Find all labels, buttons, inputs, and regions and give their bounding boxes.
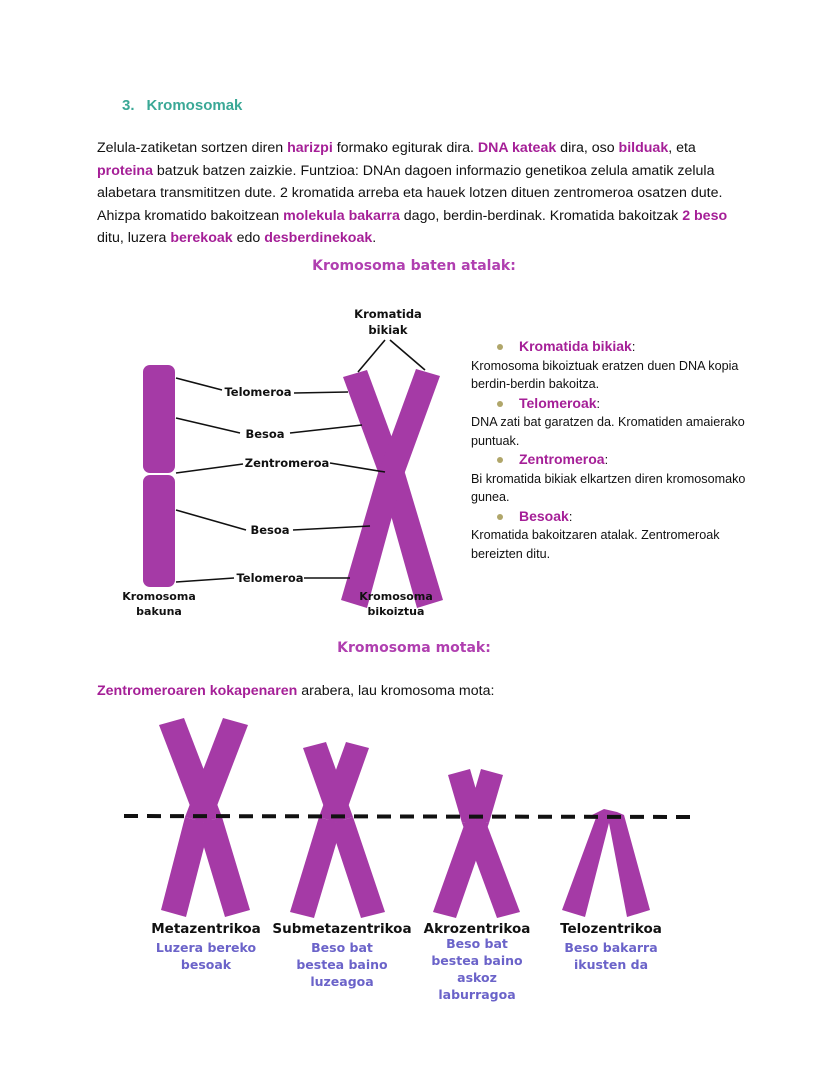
paragraph-text: formako egiturak dira. — [332, 140, 478, 156]
definitions-list — [471, 337, 751, 563]
type-description: bestea baino — [431, 953, 523, 968]
paragraph-text: , eta — [668, 140, 696, 156]
label-arm-top: Besoa — [245, 427, 285, 441]
highlighted-term: molekula bakarra — [283, 207, 400, 224]
highlighted-term: 2 beso — [682, 207, 728, 224]
intro-highlight: Zentromeroaren kokapenaren — [97, 683, 298, 699]
paragraph-text: dira, oso — [556, 140, 619, 156]
label-simple-1: Kromosoma — [122, 590, 196, 603]
definition-term: Kromatida bikiak: — [471, 337, 751, 357]
type-description: Beso bakarra — [564, 940, 658, 955]
highlighted-term: desberdinekoak — [264, 230, 373, 247]
type-description: askoz — [457, 970, 497, 985]
definition-term: Telomeroak: — [471, 394, 751, 414]
heading-title: Kromosomak — [146, 97, 243, 114]
types-title: Kromosoma motak: — [337, 640, 491, 656]
type-description: Luzera bereko — [155, 940, 257, 955]
simple-chromosome-top-arm — [143, 365, 175, 473]
types-intro — [97, 683, 494, 699]
label-centromere: Zentromeroa — [244, 456, 330, 470]
type-description: Beso bat — [311, 940, 373, 955]
chromosome-types-diagram — [0, 705, 828, 1015]
type-name: Telozentrikoa — [560, 921, 662, 937]
bullet-icon — [497, 344, 503, 350]
simple-chromosome-bottom-arm — [143, 475, 175, 587]
paragraph-text: batzuk batzen zaizkie. Funtzioa: DNAn dagoen informazio genetikoa zelula amatik zelula alabetara transmititzen dute. 2 kromatida arreba eta hauek lotzen dituen zentromeroa osatzen dute. Ahizpa kromatido bakoitzean — [97, 162, 723, 224]
highlighted-term: proteina — [97, 162, 153, 179]
type-labels — [151, 921, 662, 1002]
paragraph-text: . — [372, 230, 377, 247]
submetacentric-chromosome — [290, 742, 385, 918]
type-description: laburragoa — [438, 987, 516, 1002]
label-telomere-bottom: Telomeroa — [236, 571, 304, 585]
label-sister-chromatids-1: Kromatida — [354, 307, 422, 321]
label-duplicated-2: bikoiztua — [367, 605, 425, 618]
type-description: luzeagoa — [310, 974, 374, 989]
highlighted-term: harizpi — [287, 140, 333, 156]
term-label: Besoak — [519, 507, 569, 524]
bullet-icon — [497, 401, 503, 407]
paragraph-text: Zelula-zatiketan sortzen diren — [97, 140, 288, 156]
label-duplicated-1: Kromosoma — [359, 590, 433, 603]
paragraph-text: dago, berdin-berdinak. Kromatida bakoitzak — [399, 207, 683, 224]
type-description: besoak — [180, 957, 232, 972]
term-label: Zentromeroa — [519, 451, 605, 467]
bullet-icon — [497, 457, 503, 463]
paragraph-text: edo — [232, 230, 265, 247]
definition-term: Besoak: — [471, 507, 751, 527]
definition-desc: Kromosoma bikoiztuak eratzen duen DNA kopia berdin-berdin bakoitza. — [471, 358, 739, 391]
intro-rest: arabera, lau kromosoma mota: — [297, 683, 495, 699]
section-heading — [122, 97, 242, 114]
highlighted-term: DNA kateak — [477, 140, 557, 156]
label-arm-bottom: Besoa — [250, 523, 290, 537]
duplicated-chromosome — [341, 369, 443, 608]
type-description: Beso bat — [446, 936, 508, 951]
definition-desc: DNA zati bat garatzen da. Kromatiden amaierako puntuak. — [471, 415, 745, 448]
type-name: Metazentrikoa — [151, 921, 261, 937]
type-name: Akrozentrikoa — [423, 921, 531, 937]
telocentric-chromosome — [562, 809, 650, 917]
definition-desc: Bi kromatida bikiak elkartzen diren kromosomako gunea. — [471, 471, 746, 504]
bullet-icon — [497, 514, 503, 520]
intro-paragraph — [97, 137, 747, 250]
chromosome-parts-diagram — [0, 290, 470, 630]
parts-title: Kromosoma baten atalak: — [312, 258, 516, 274]
acrocentric-chromosome — [433, 769, 520, 918]
type-name: Submetazentrikoa — [272, 921, 412, 937]
label-telomere-top: Telomeroa — [224, 385, 292, 399]
label-sister-chromatids-2: bikiak — [368, 323, 408, 337]
term-label: Kromatida bikiak — [519, 338, 632, 354]
definition-term: Zentromeroa: — [471, 450, 751, 470]
highlighted-term: bilduak — [618, 140, 669, 156]
term-label: Telomeroak — [519, 394, 597, 411]
paragraph-text: ditu, luzera — [97, 230, 171, 247]
heading-number: 3. — [122, 97, 135, 114]
type-description: bestea baino — [296, 957, 388, 972]
label-simple-2: bakuna — [136, 605, 182, 618]
type-description: ikusten da — [573, 957, 649, 972]
definition-desc: Kromatida bakoitzaren atalak. Zentromeroak bereizten ditu. — [471, 528, 720, 561]
highlighted-term: berekoak — [170, 230, 233, 247]
